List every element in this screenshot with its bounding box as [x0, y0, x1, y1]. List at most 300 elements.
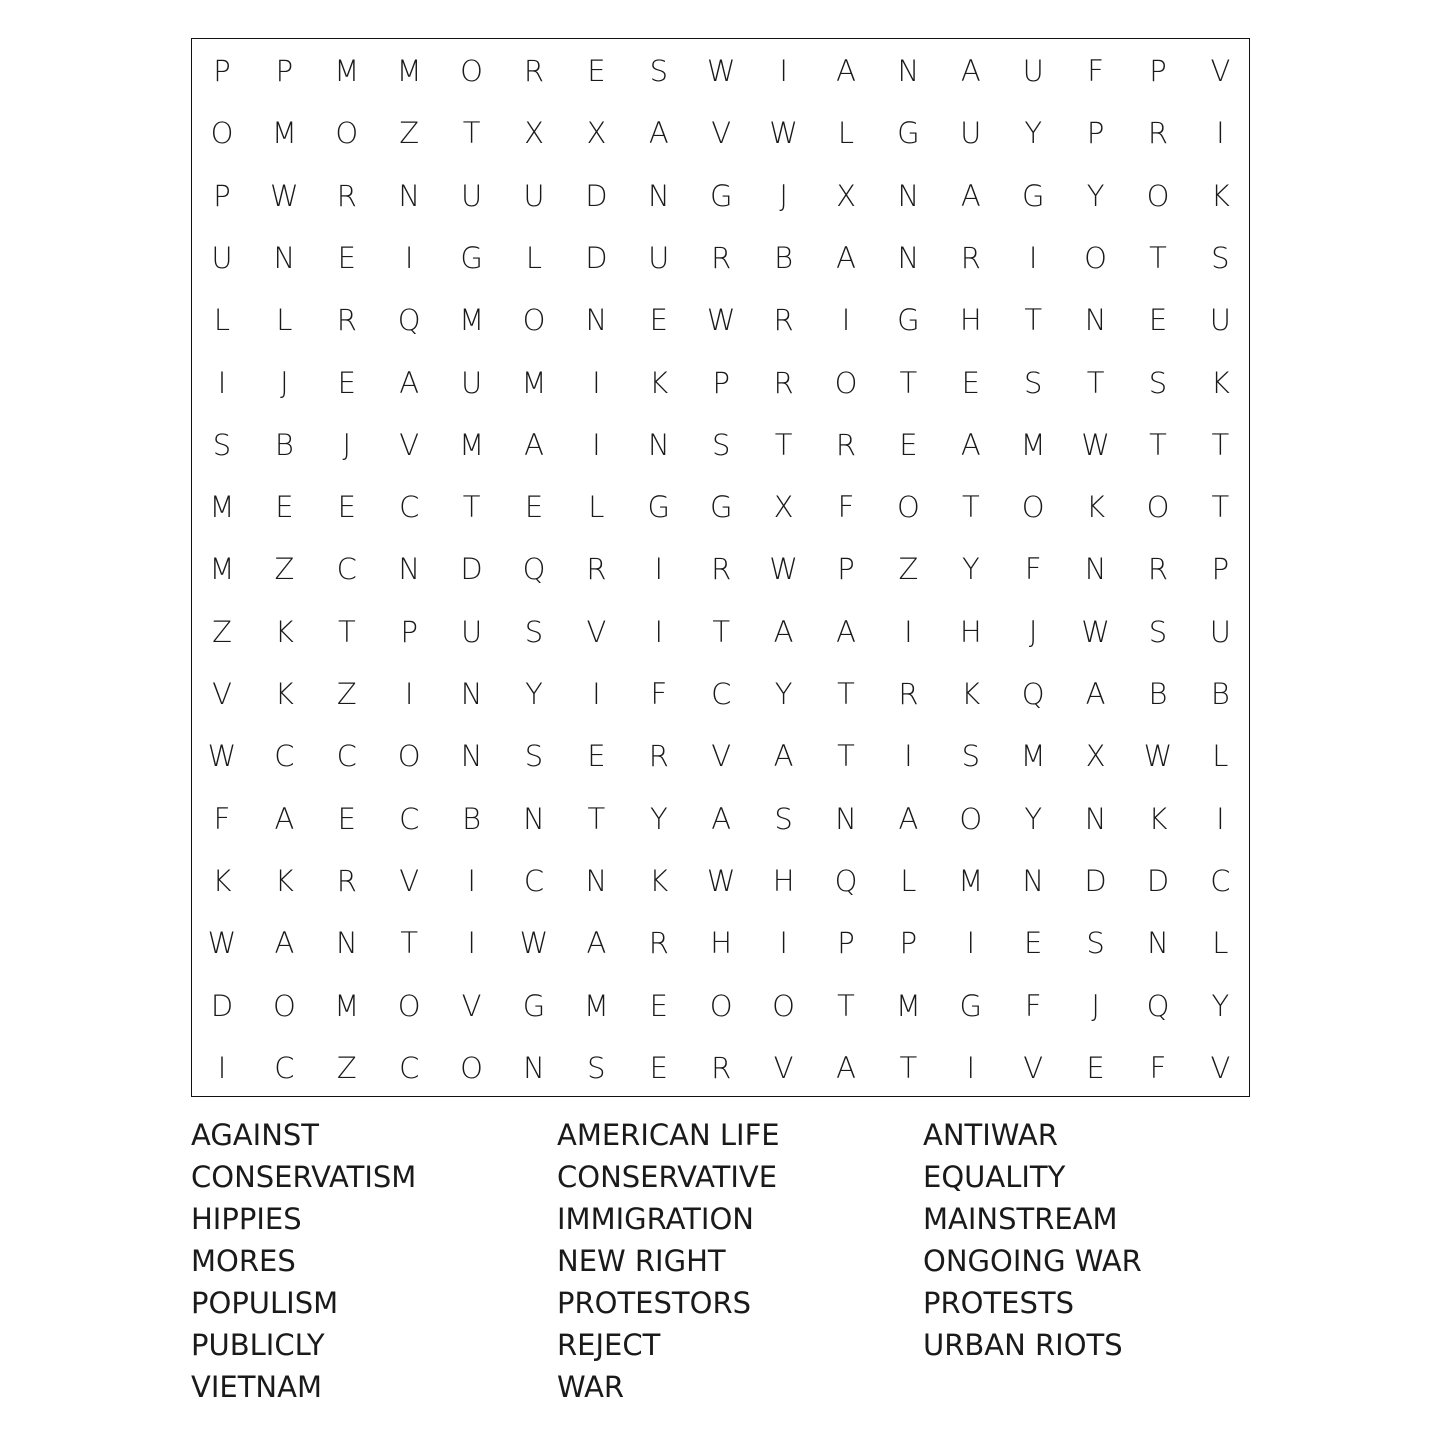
grid-letter[interactable]: A	[836, 54, 856, 88]
grid-letter[interactable]: C	[399, 1050, 420, 1085]
grid-letter[interactable]: O	[1084, 240, 1107, 275]
grid-letter[interactable]: T	[1024, 303, 1043, 338]
grid-letter[interactable]: L	[837, 116, 855, 151]
grid-letter[interactable]: X	[836, 178, 856, 213]
grid-letter[interactable]: B	[1210, 677, 1230, 711]
grid-letter[interactable]: R	[960, 240, 981, 275]
grid-letter[interactable]: L	[1212, 739, 1229, 774]
grid-letter[interactable]: E	[1024, 926, 1043, 961]
grid-letter[interactable]: O	[460, 54, 483, 88]
grid-letter[interactable]: O	[210, 116, 234, 151]
grid-letter[interactable]: R	[336, 178, 357, 213]
grid-letter[interactable]: Z	[336, 677, 357, 711]
grid-letter[interactable]: I	[404, 677, 414, 711]
grid-letter[interactable]: T	[1211, 490, 1230, 525]
grid-letter[interactable]: R	[1147, 116, 1169, 151]
grid-letter[interactable]: A	[836, 1050, 856, 1085]
grid-letter[interactable]: O	[397, 988, 421, 1023]
grid-letter[interactable]: W	[706, 863, 736, 898]
grid-letter[interactable]: N	[647, 427, 670, 462]
grid-letter[interactable]: V	[711, 116, 732, 151]
grid-letter[interactable]: N	[460, 739, 483, 774]
grid-letter[interactable]: R	[648, 739, 669, 774]
grid-letter[interactable]: N	[273, 240, 296, 275]
grid-letter[interactable]: D	[1084, 863, 1107, 898]
grid-letter[interactable]: L	[525, 240, 543, 275]
grid-letter[interactable]: I	[217, 365, 227, 400]
grid-letter[interactable]: C	[399, 490, 420, 525]
grid-letter[interactable]: V	[1210, 1050, 1231, 1085]
grid-letter[interactable]: M	[1020, 739, 1046, 774]
grid-letter[interactable]: S	[961, 739, 980, 774]
grid-letter[interactable]: R	[336, 303, 357, 338]
word-list-item: AMERICAN LIFE	[557, 1118, 780, 1152]
grid-letter[interactable]: S	[524, 614, 544, 649]
grid-letter[interactable]: I	[904, 739, 913, 774]
grid-letter[interactable]: B	[1148, 677, 1168, 711]
grid-letter[interactable]: R	[898, 677, 919, 711]
word-list-item: URBAN RIOTS	[923, 1328, 1123, 1362]
grid-letter[interactable]: X	[524, 116, 544, 151]
grid-letter[interactable]: O	[460, 1050, 483, 1085]
grid-letter[interactable]: I	[904, 614, 913, 649]
grid-letter[interactable]: E	[649, 988, 668, 1023]
grid-letter[interactable]: E	[587, 54, 606, 88]
grid-letter[interactable]: A	[399, 365, 420, 400]
grid-letter[interactable]: P	[837, 552, 855, 587]
grid-letter[interactable]: G	[959, 988, 983, 1023]
grid-letter[interactable]: T	[837, 739, 855, 774]
grid-letter[interactable]: N	[647, 178, 670, 213]
grid-letter[interactable]: M	[895, 988, 921, 1023]
grid-letter[interactable]: V	[461, 988, 482, 1023]
grid-letter[interactable]: T	[961, 490, 980, 525]
grid-letter[interactable]: N	[897, 54, 920, 88]
grid-letter[interactable]: R	[773, 365, 794, 400]
grid-letter[interactable]: P	[213, 178, 231, 213]
grid-letter[interactable]: Z	[336, 1050, 357, 1085]
grid-letter[interactable]: A	[960, 427, 981, 462]
grid-letter[interactable]: H	[959, 303, 982, 338]
grid-letter[interactable]: Q	[522, 552, 546, 587]
grid-letter[interactable]: S	[649, 54, 668, 88]
grid-letter[interactable]: R	[586, 552, 607, 587]
grid-letter[interactable]: G	[522, 988, 546, 1023]
grid-letter[interactable]: S	[711, 427, 731, 462]
grid-letter[interactable]: N	[1084, 303, 1107, 338]
grid-letter[interactable]: Y	[1211, 988, 1230, 1023]
grid-letter[interactable]: V	[399, 427, 420, 462]
grid-letter[interactable]: N	[1084, 801, 1107, 836]
grid-letter[interactable]: Y	[525, 677, 543, 711]
grid-letter[interactable]: A	[960, 54, 981, 88]
grid-letter[interactable]: M	[334, 54, 360, 88]
grid-letter[interactable]: N	[1022, 863, 1045, 898]
grid-letter[interactable]: N	[460, 677, 483, 711]
grid-letter[interactable]: T	[400, 926, 419, 961]
word-list-item: PROTESTS	[923, 1286, 1075, 1320]
grid-letter[interactable]: T	[1149, 240, 1167, 275]
grid-letter[interactable]: C	[711, 677, 732, 711]
grid-letter[interactable]: W	[207, 926, 237, 961]
grid-letter[interactable]: O	[709, 988, 733, 1023]
grid-letter[interactable]: V	[711, 739, 732, 774]
grid-letter[interactable]: K	[274, 863, 294, 898]
grid-letter[interactable]: Y	[774, 677, 793, 711]
grid-letter[interactable]: U	[1022, 54, 1044, 88]
grid-letter[interactable]: O	[959, 801, 983, 836]
grid-letter[interactable]: E	[337, 801, 356, 836]
grid-letter[interactable]: J	[280, 365, 289, 400]
grid-letter[interactable]: F	[1024, 988, 1042, 1023]
grid-letter[interactable]: I	[592, 365, 601, 400]
grid-letter[interactable]: U	[460, 365, 483, 400]
grid-letter[interactable]: B	[462, 801, 482, 836]
grid-letter[interactable]: I	[779, 926, 788, 961]
grid-letter[interactable]: S	[1086, 926, 1105, 961]
grid-letter[interactable]: M	[209, 490, 235, 525]
grid-letter[interactable]: E	[587, 739, 606, 774]
grid-letter[interactable]: D	[460, 552, 483, 587]
grid-letter[interactable]: K	[649, 863, 669, 898]
grid-letter[interactable]: R	[1147, 552, 1169, 587]
grid-letter[interactable]: O	[335, 116, 359, 151]
word-list-item: NEW RIGHT	[557, 1244, 726, 1278]
grid-letter[interactable]: N	[585, 863, 608, 898]
grid-letter[interactable]: C	[336, 552, 357, 587]
grid-letter[interactable]: G	[897, 303, 920, 338]
grid-letter[interactable]: J	[1091, 988, 1100, 1023]
grid-letter[interactable]: C	[274, 739, 295, 774]
grid-letter[interactable]: M	[334, 988, 360, 1023]
grid-letter[interactable]: A	[648, 116, 669, 151]
grid-letter[interactable]: W	[270, 178, 299, 213]
grid-letter[interactable]: E	[337, 365, 356, 400]
grid-letter[interactable]: A	[524, 427, 544, 462]
grid-letter[interactable]: A	[586, 926, 607, 961]
grid-letter[interactable]: O	[1146, 178, 1170, 213]
grid-letter[interactable]: I	[467, 863, 476, 898]
grid-letter[interactable]: I	[1216, 116, 1225, 151]
grid-letter[interactable]: A	[274, 801, 295, 836]
grid-letter[interactable]: K	[1148, 801, 1168, 836]
word-list-item: IMMIGRATION	[557, 1202, 754, 1236]
grid-letter[interactable]: G	[460, 240, 483, 275]
grid-letter[interactable]: N	[523, 801, 545, 836]
grid-letter[interactable]: U	[523, 178, 545, 213]
grid-letter[interactable]: Z	[274, 552, 295, 587]
grid-letter[interactable]: Z	[898, 552, 919, 587]
grid-letter[interactable]: P	[1211, 552, 1230, 587]
grid-letter[interactable]: A	[1085, 677, 1106, 711]
grid-letter[interactable]: Y	[1086, 178, 1105, 213]
grid-letter[interactable]: W	[769, 116, 798, 151]
grid-letter[interactable]: X	[773, 490, 794, 525]
grid-letter[interactable]: C	[336, 739, 357, 774]
grid-letter[interactable]: T	[462, 116, 481, 151]
grid-letter[interactable]: D	[210, 988, 234, 1023]
grid-letter[interactable]: A	[898, 801, 919, 836]
grid-letter[interactable]: U	[460, 614, 483, 649]
grid-letter[interactable]: L	[588, 490, 605, 525]
grid-letter[interactable]: W	[1081, 427, 1110, 462]
grid-letter[interactable]: F	[1149, 1050, 1167, 1085]
grid-letter[interactable]: E	[1148, 303, 1168, 338]
grid-letter[interactable]: F	[213, 801, 231, 836]
grid-letter[interactable]: A	[836, 614, 856, 649]
grid-letter[interactable]: P	[1086, 116, 1105, 151]
grid-letter[interactable]: Y	[1024, 116, 1043, 151]
grid-letter[interactable]: J	[779, 178, 788, 213]
grid-letter[interactable]: N	[1147, 926, 1169, 961]
grid-letter[interactable]: M	[521, 365, 547, 400]
grid-letter[interactable]: K	[212, 863, 232, 898]
grid-letter[interactable]: R	[711, 240, 732, 275]
grid-letter[interactable]: K	[274, 677, 294, 711]
grid-letter[interactable]: Z	[399, 116, 420, 151]
grid-letter[interactable]: H	[710, 926, 733, 961]
grid-letter[interactable]: S	[587, 1050, 606, 1085]
grid-letter[interactable]: I	[592, 677, 601, 711]
grid-letter[interactable]: W	[769, 552, 798, 587]
grid-letter[interactable]: W	[706, 303, 736, 338]
grid-letter[interactable]: I	[467, 926, 476, 961]
grid-letter[interactable]: A	[274, 926, 295, 961]
grid-letter[interactable]: Q	[1146, 988, 1170, 1023]
grid-letter[interactable]: L	[213, 303, 231, 338]
grid-letter[interactable]: C	[1210, 863, 1231, 898]
letter-grid	[191, 38, 1250, 1097]
grid-letter[interactable]: I	[592, 427, 601, 462]
grid-letter[interactable]: S	[1148, 365, 1168, 400]
grid-letter[interactable]: K	[961, 677, 981, 711]
grid-letter[interactable]: N	[835, 801, 857, 836]
grid-letter[interactable]: T	[462, 490, 481, 525]
grid-letter[interactable]: A	[773, 614, 794, 649]
grid-letter[interactable]: M	[209, 552, 235, 587]
grid-letter[interactable]: W	[1081, 614, 1110, 649]
word-list-item: PUBLICLY	[191, 1328, 325, 1362]
word-list-item: ONGOING WAR	[923, 1244, 1142, 1278]
grid-letter[interactable]: M	[459, 303, 485, 338]
grid-letter[interactable]: M	[1020, 427, 1046, 462]
word-list	[191, 1114, 1250, 1414]
word-list-item: CONSERVATIVE	[557, 1160, 778, 1194]
grid-letter[interactable]: T	[899, 365, 918, 400]
grid-letter[interactable]: U	[460, 178, 483, 213]
grid-letter[interactable]: O	[772, 988, 795, 1023]
grid-letter[interactable]: P	[712, 365, 730, 400]
grid-letter[interactable]: M	[958, 863, 984, 898]
grid-letter[interactable]: Y	[1024, 801, 1043, 836]
grid-letter[interactable]: T	[587, 801, 606, 836]
word-list-item: HIPPIES	[191, 1202, 302, 1236]
grid-letter[interactable]: E	[275, 490, 294, 525]
grid-letter[interactable]: O	[896, 490, 920, 525]
grid-letter[interactable]: N	[1084, 552, 1107, 587]
grid-letter[interactable]: I	[654, 614, 664, 649]
grid-letter[interactable]: I	[1028, 240, 1038, 275]
grid-letter[interactable]: U	[960, 116, 982, 151]
grid-letter[interactable]: C	[274, 1050, 295, 1085]
grid-letter[interactable]: V	[586, 614, 607, 649]
grid-letter[interactable]: F	[1087, 54, 1104, 88]
grid-letter[interactable]: R	[711, 1050, 732, 1085]
grid-letter[interactable]: Q	[834, 863, 858, 898]
grid-letter[interactable]: V	[399, 863, 420, 898]
grid-letter[interactable]: A	[960, 178, 981, 213]
grid-letter[interactable]: A	[836, 240, 856, 275]
grid-letter[interactable]: E	[649, 1050, 668, 1085]
grid-letter[interactable]: R	[336, 863, 357, 898]
grid-letter[interactable]: G	[709, 490, 733, 525]
grid-letter[interactable]: H	[959, 614, 982, 649]
grid-letter[interactable]: H	[772, 863, 795, 898]
grid-letter[interactable]: E	[524, 490, 544, 525]
grid-letter[interactable]: N	[585, 303, 608, 338]
grid-letter[interactable]: L	[900, 863, 917, 898]
grid-letter[interactable]: K	[1086, 490, 1106, 525]
grid-letter[interactable]: N	[398, 552, 421, 587]
grid-letter[interactable]: I	[966, 1050, 976, 1085]
grid-letter[interactable]: W	[1143, 739, 1173, 774]
grid-letter[interactable]: Q	[397, 303, 421, 338]
grid-letter[interactable]: K	[274, 614, 294, 649]
grid-letter[interactable]: V	[773, 1050, 794, 1085]
grid-letter[interactable]: J	[342, 427, 352, 462]
grid-letter[interactable]: Y	[961, 552, 980, 587]
grid-letter[interactable]: G	[647, 490, 671, 525]
grid-letter[interactable]: I	[966, 926, 976, 961]
grid-letter[interactable]: O	[397, 739, 421, 774]
grid-letter[interactable]: E	[337, 490, 356, 525]
grid-letter[interactable]: R	[523, 54, 545, 88]
grid-letter[interactable]: G	[709, 178, 733, 213]
grid-letter[interactable]: R	[648, 926, 669, 961]
grid-letter[interactable]: V	[1023, 1050, 1044, 1085]
grid-letter[interactable]: L	[276, 303, 293, 338]
grid-letter[interactable]: G	[897, 116, 920, 151]
grid-letter[interactable]: S	[1211, 240, 1230, 275]
grid-letter[interactable]: U	[211, 240, 233, 275]
grid-letter[interactable]: I	[404, 240, 414, 275]
grid-letter[interactable]: Y	[649, 801, 668, 836]
grid-letter[interactable]: V	[1210, 54, 1231, 88]
grid-letter[interactable]: N	[335, 926, 358, 961]
grid-letter[interactable]: M	[459, 427, 485, 462]
grid-letter[interactable]: W	[207, 739, 237, 774]
grid-letter[interactable]: E	[337, 240, 356, 275]
grid-letter[interactable]: T	[837, 988, 855, 1023]
grid-letter[interactable]: X	[1085, 739, 1106, 774]
grid-letter[interactable]: B	[774, 240, 794, 275]
grid-letter[interactable]: T	[774, 427, 793, 462]
grid-letter[interactable]: T	[712, 614, 731, 649]
grid-letter[interactable]: T	[337, 614, 356, 649]
grid-letter[interactable]: C	[523, 863, 545, 898]
grid-letter[interactable]: F	[650, 677, 668, 711]
grid-letter[interactable]: I	[217, 1050, 227, 1085]
grid-letter[interactable]: T	[1086, 365, 1105, 400]
grid-letter[interactable]: J	[1028, 614, 1038, 649]
grid-letter[interactable]: X	[586, 116, 607, 151]
grid-letter[interactable]: N	[897, 178, 920, 213]
grid-letter[interactable]: E	[961, 365, 980, 400]
grid-letter[interactable]: C	[399, 801, 420, 836]
grid-letter[interactable]: K	[1210, 178, 1230, 213]
grid-letter[interactable]: M	[396, 54, 422, 88]
grid-letter[interactable]: S	[1023, 365, 1043, 400]
grid-letter[interactable]: N	[398, 178, 421, 213]
grid-letter[interactable]: T	[837, 677, 855, 711]
grid-letter[interactable]: W	[706, 54, 736, 88]
grid-letter[interactable]: A	[711, 801, 732, 836]
grid-letter[interactable]: Q	[1021, 677, 1045, 711]
grid-letter[interactable]: E	[649, 303, 668, 338]
grid-letter[interactable]: S	[1148, 614, 1168, 649]
grid-letter[interactable]: O	[1146, 490, 1170, 525]
grid-letter[interactable]: U	[648, 240, 670, 275]
grid-letter[interactable]: O	[522, 303, 546, 338]
grid-letter[interactable]: N	[897, 240, 920, 275]
grid-letter[interactable]: P	[275, 54, 294, 88]
grid-letter[interactable]: U	[1209, 303, 1231, 338]
grid-letter[interactable]: S	[774, 801, 793, 836]
grid-letter[interactable]: V	[212, 677, 232, 711]
grid-letter[interactable]: A	[773, 739, 794, 774]
grid-letter[interactable]: R	[835, 427, 857, 462]
grid-letter[interactable]: S	[524, 739, 544, 774]
grid-letter[interactable]: P	[899, 926, 918, 961]
grid-letter[interactable]: F	[1024, 552, 1042, 587]
grid-letter[interactable]: S	[212, 427, 232, 462]
grid-letter[interactable]: I	[654, 552, 664, 587]
grid-letter[interactable]: M	[583, 988, 609, 1023]
grid-letter[interactable]: D	[585, 240, 608, 275]
grid-letter[interactable]: G	[1021, 178, 1045, 213]
grid-letter[interactable]: R	[711, 552, 732, 587]
grid-letter[interactable]: P	[213, 54, 231, 88]
grid-letter[interactable]: D	[1146, 863, 1170, 898]
grid-letter[interactable]: O	[272, 988, 296, 1023]
grid-letter[interactable]: K	[649, 365, 669, 400]
grid-letter[interactable]: I	[779, 54, 788, 88]
grid-letter[interactable]: B	[274, 427, 294, 462]
grid-letter[interactable]: D	[585, 178, 608, 213]
grid-letter[interactable]: O	[834, 365, 858, 400]
grid-letter[interactable]: P	[1149, 54, 1167, 88]
grid-letter[interactable]: L	[1212, 926, 1229, 961]
grid-letter[interactable]: R	[773, 303, 794, 338]
grid-letter[interactable]: T	[1211, 427, 1230, 462]
grid-letter[interactable]: W	[519, 926, 549, 961]
grid-letter[interactable]: T	[1149, 427, 1167, 462]
grid-letter[interactable]: Z	[212, 614, 232, 649]
grid-letter[interactable]: M	[271, 116, 297, 151]
grid-letter[interactable]: I	[841, 303, 851, 338]
grid-letter[interactable]: F	[837, 490, 855, 525]
grid-letter[interactable]: P	[400, 614, 418, 649]
grid-letter[interactable]: P	[837, 926, 855, 961]
grid-letter[interactable]: E	[899, 427, 918, 462]
grid-letter[interactable]: K	[1210, 365, 1230, 400]
grid-letter[interactable]: N	[523, 1050, 545, 1085]
grid-letter[interactable]: O	[1021, 490, 1045, 525]
grid-letter[interactable]: I	[1216, 801, 1225, 836]
grid-letter[interactable]: E	[1086, 1050, 1105, 1085]
grid-letter[interactable]: U	[1209, 614, 1231, 649]
grid-letter[interactable]: T	[899, 1050, 918, 1085]
